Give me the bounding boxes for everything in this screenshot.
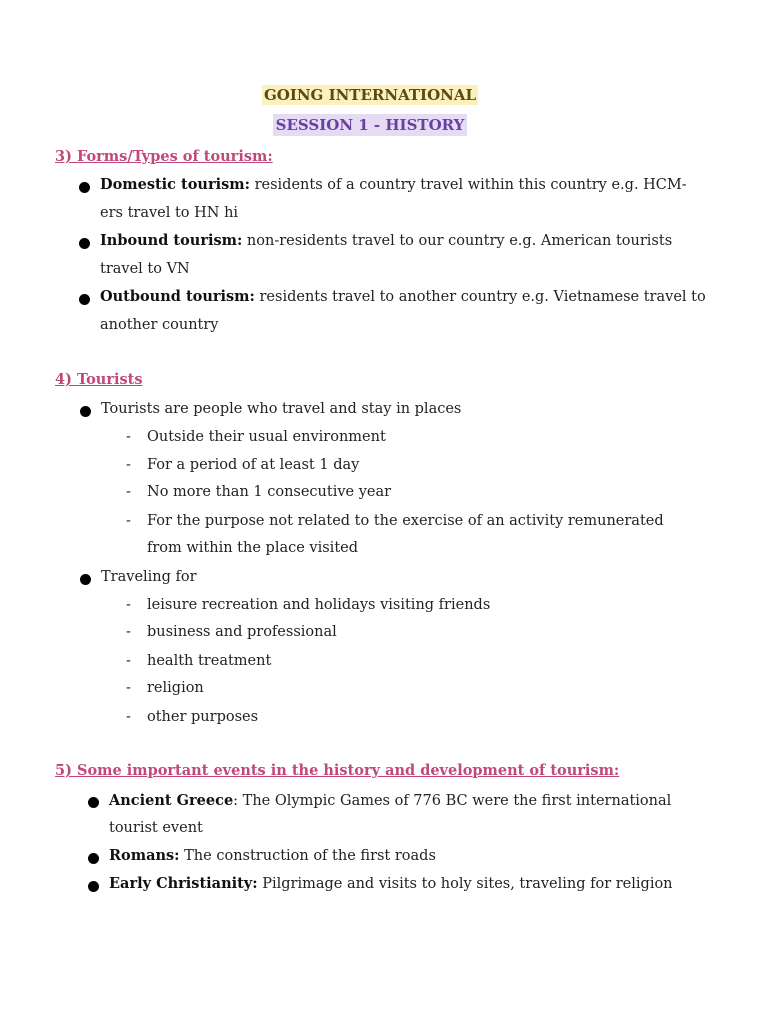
bullet-icon: [80, 574, 91, 585]
term-label: Outbound tourism:: [100, 288, 255, 305]
term-label: Ancient Greece: [109, 792, 234, 809]
dash-marker: -: [126, 624, 131, 640]
dash-marker: -: [126, 709, 131, 725]
list-item-early-christianity: [109, 874, 673, 894]
section-5-heading: 5) Some important events in the history and development of tourism:: [55, 762, 620, 779]
dash-marker: -: [126, 653, 131, 669]
list-item-continuation: another country: [100, 317, 219, 333]
list-item-continuation: travel to VN: [100, 261, 190, 277]
bullet-icon: [79, 238, 90, 249]
sub-item: leisure recreation and holidays visiting friends: [147, 597, 491, 613]
dash-marker: -: [126, 429, 131, 445]
document-title: [0, 86, 740, 104]
subtitle-text: SESSION 1 - HISTORY: [273, 114, 468, 136]
sub-item: For a period of at least 1 day: [147, 457, 360, 473]
dash-marker: -: [126, 680, 131, 696]
dash-marker: -: [126, 597, 131, 613]
title-text: GOING INTERNATIONAL: [263, 86, 477, 104]
list-item-continuation: tourist event: [109, 820, 203, 836]
section-4-heading: 4) Tourists: [55, 371, 143, 388]
bullet-icon: [88, 881, 99, 892]
list-item-outbound: [100, 287, 706, 307]
term-label: Inbound tourism:: [100, 232, 243, 249]
bullet-icon: [80, 406, 91, 417]
item-text: The construction of the first roads: [179, 848, 436, 864]
list-item-ancient-greece: [109, 791, 671, 811]
sub-item: Outside their usual environment: [147, 429, 386, 445]
sub-item-continuation: from within the place visited: [147, 540, 359, 556]
bullet-icon: [88, 853, 99, 864]
list-item-tourists: Tourists are people who travel and stay in places: [101, 401, 462, 417]
bullet-icon: [88, 797, 99, 808]
sub-item: No more than 1 consecutive year: [147, 484, 392, 500]
sub-item: religion: [147, 680, 204, 696]
sub-item: For the purpose not related to the exercise of an activity remunerated: [147, 513, 664, 529]
term-label: Early Christianity:: [109, 875, 258, 892]
list-item-traveling-for: Traveling for: [101, 569, 197, 585]
dash-marker: -: [126, 484, 131, 500]
bullet-icon: [79, 294, 90, 305]
bullet-icon: [79, 182, 90, 193]
term-label: Domestic tourism:: [100, 176, 250, 193]
sub-item: business and professional: [147, 624, 337, 640]
item-text: residents of a country travel within this country e.g. HCM-: [249, 177, 687, 193]
item-text: Pilgrimage and visits to holy sites, traveling for religion: [257, 876, 673, 892]
list-item-romans: [109, 846, 436, 866]
list-item-continuation: ers travel to HN hi: [100, 205, 239, 221]
document-subtitle: [0, 116, 740, 134]
term-label: Romans:: [109, 847, 180, 864]
sub-item: health treatment: [147, 653, 272, 669]
sub-item: other purposes: [147, 709, 259, 725]
item-text: : The Olympic Games of 776 BC were the first international: [233, 793, 672, 809]
list-item-domestic: [100, 175, 687, 195]
section-3-heading: 3) Forms/Types of tourism:: [55, 148, 273, 165]
list-item-inbound: [100, 231, 672, 251]
item-text: residents travel to another country e.g. Vietnamese travel to: [254, 289, 706, 305]
dash-marker: -: [126, 513, 131, 529]
item-text: non-residents travel to our country e.g. American tourists: [242, 233, 673, 249]
dash-marker: -: [126, 457, 131, 473]
